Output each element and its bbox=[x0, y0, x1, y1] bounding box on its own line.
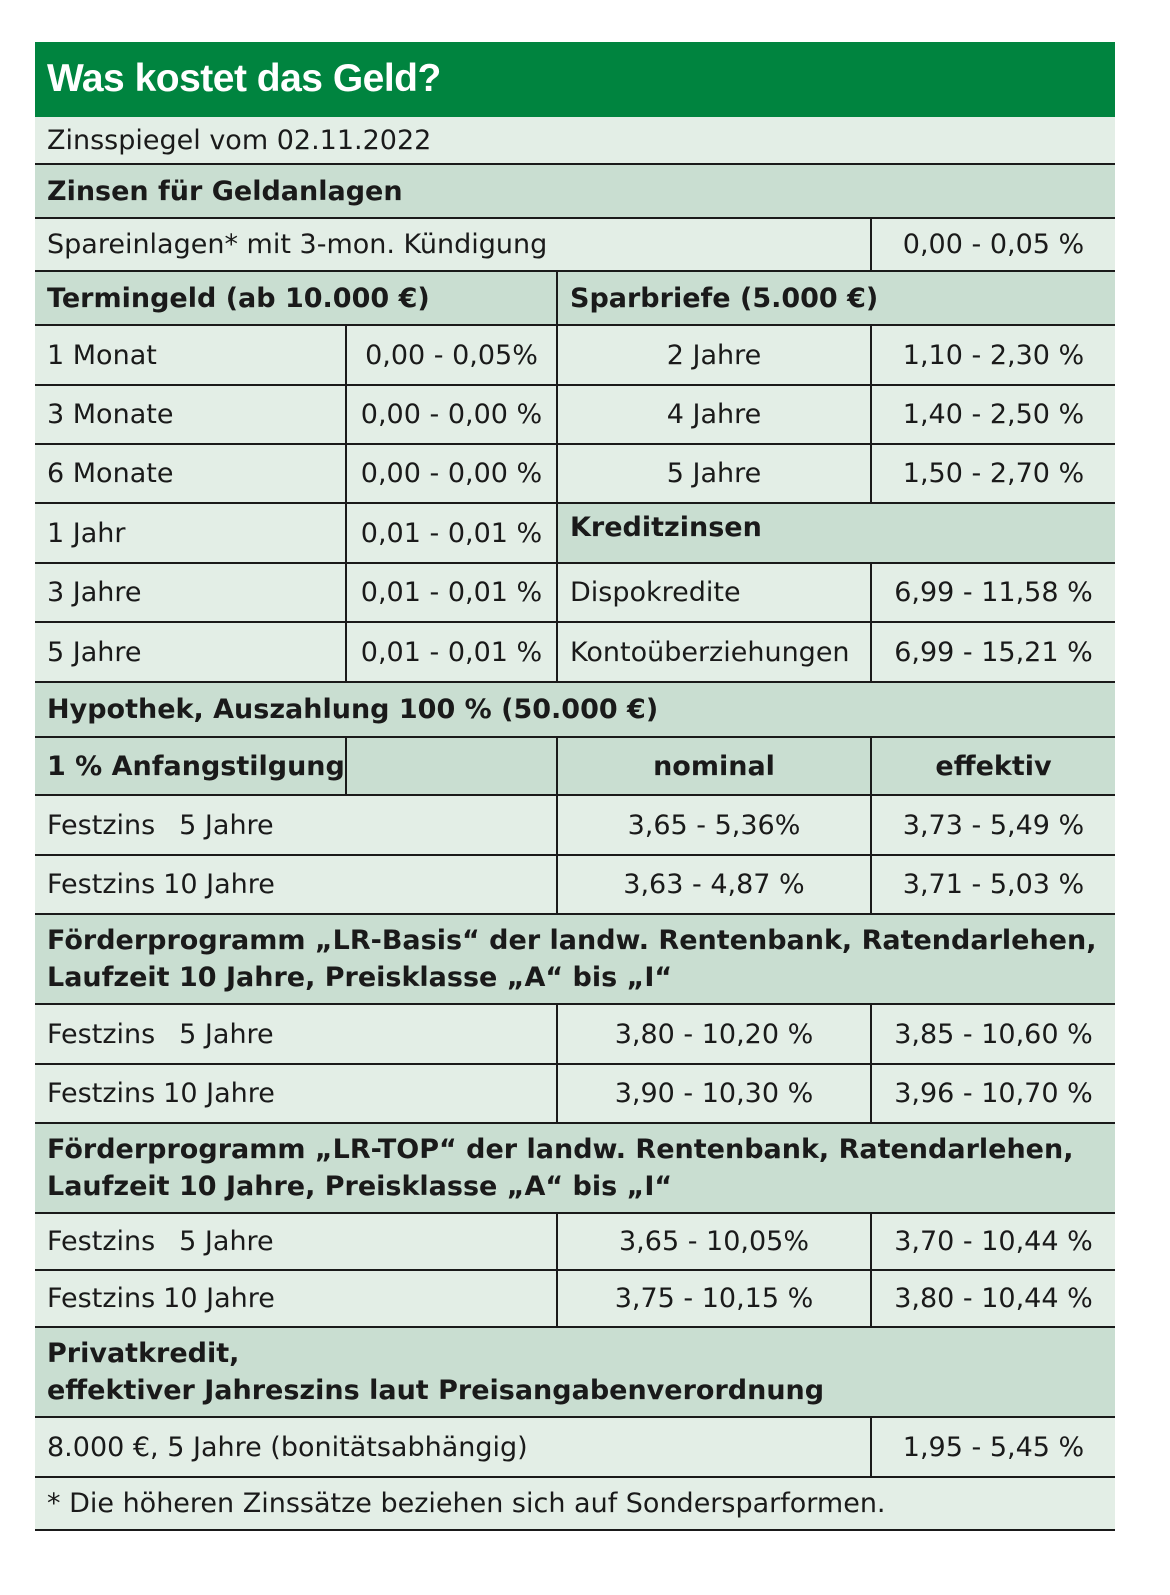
section-heading-lr-basis bbox=[35, 914, 1115, 1004]
label-term: 5 Jahre bbox=[179, 1018, 274, 1050]
date-line: Zinsspiegel vom 02.11.2022 bbox=[35, 117, 1115, 164]
table-row bbox=[35, 622, 1115, 682]
table-row bbox=[35, 444, 1115, 503]
sparbriefe-label: 2 Jahre bbox=[557, 325, 871, 385]
section-heading-lr-top bbox=[35, 1123, 1115, 1213]
page-title: Was kostet das Geld? bbox=[35, 42, 1115, 117]
effektiv-value: 3,80 - 10,44 % bbox=[871, 1270, 1115, 1327]
label-festzins: Festzins bbox=[47, 1078, 156, 1109]
termingeld-value: 0,00 - 0,00 % bbox=[346, 444, 557, 503]
table-row bbox=[35, 1270, 1115, 1327]
label-term: 5 Jahre bbox=[179, 1226, 274, 1257]
rates-table bbox=[35, 117, 1115, 1531]
column-header-nominal: nominal bbox=[557, 737, 871, 795]
section-heading-privatkredit bbox=[35, 1327, 1115, 1417]
table-row bbox=[35, 795, 1115, 855]
table-row bbox=[35, 1213, 1115, 1270]
section-heading-geldanlagen: Zinsen für Geldanlagen bbox=[35, 164, 1115, 218]
termingeld-value: 0,01 - 0,01 % bbox=[346, 563, 557, 622]
column-header-effektiv: effektiv bbox=[871, 737, 1115, 795]
nominal-value: 3,80 - 10,20 % bbox=[557, 1004, 871, 1064]
label-festzins: Festzins bbox=[47, 1226, 156, 1257]
sparbriefe-value: 1,40 - 2,50 % bbox=[871, 385, 1115, 444]
lr-basis-term-label bbox=[35, 1004, 557, 1064]
section-heading-row bbox=[35, 1123, 1115, 1213]
spareinlagen-value: 0,00 - 0,05 % bbox=[871, 218, 1115, 271]
kreditzinsen-label: Dispokredite bbox=[557, 563, 871, 622]
table-row bbox=[35, 218, 1115, 271]
hypothek-sub-label: 1 % Anfangstilgung bbox=[35, 737, 346, 795]
section-heading-row bbox=[35, 164, 1115, 218]
kreditzinsen-label: Kontoüberziehungen bbox=[557, 622, 871, 682]
effektiv-value: 3,85 - 10,60 % bbox=[871, 1004, 1115, 1064]
table-row bbox=[35, 503, 1115, 563]
label-term: 5 Jahre bbox=[179, 809, 274, 841]
section-heading-sparbriefe: Sparbriefe (5.000 €) bbox=[557, 271, 1115, 325]
nominal-value: 3,75 - 10,15 % bbox=[557, 1270, 871, 1327]
termingeld-label: 1 Monat bbox=[35, 325, 346, 385]
nominal-value: 3,65 - 10,05% bbox=[557, 1213, 871, 1270]
nominal-value: 3,63 - 4,87 % bbox=[557, 855, 871, 914]
termingeld-value: 0,00 - 0,05% bbox=[346, 325, 557, 385]
termingeld-value: 0,01 - 0,01 % bbox=[346, 622, 557, 682]
termingeld-label: 6 Monate bbox=[35, 444, 346, 503]
column-header-row bbox=[35, 737, 1115, 795]
heading-line: Förderprogramm „LR-TOP“ der landw. Rentenbank, Ratendarlehen, bbox=[47, 1134, 1074, 1165]
privatkredit-value: 1,95 - 5,45 % bbox=[871, 1417, 1115, 1477]
table-row bbox=[35, 1004, 1115, 1064]
effektiv-value: 3,71 - 5,03 % bbox=[871, 855, 1115, 914]
label-term: 10 Jahre bbox=[163, 869, 275, 900]
termingeld-value: 0,01 - 0,01 % bbox=[346, 503, 557, 563]
termingeld-label: 1 Jahr bbox=[35, 503, 346, 563]
label-term: 10 Jahre bbox=[163, 1078, 275, 1109]
table-row bbox=[35, 385, 1115, 444]
effektiv-value: 3,96 - 10,70 % bbox=[871, 1064, 1115, 1123]
sparbriefe-label: 5 Jahre bbox=[557, 444, 871, 503]
heading-line: effektiver Jahreszins laut Preisangabenverordnung bbox=[47, 1375, 825, 1406]
nominal-value: 3,90 - 10,30 % bbox=[557, 1064, 871, 1123]
termingeld-label: 3 Monate bbox=[35, 385, 346, 444]
table-row bbox=[35, 855, 1115, 914]
spareinlagen-label: Spareinlagen* mit 3-mon. Kündigung bbox=[35, 218, 871, 271]
interest-rate-table bbox=[35, 42, 1115, 1531]
privatkredit-label: 8.000 €, 5 Jahre (bonitätsabhängig) bbox=[35, 1417, 871, 1477]
heading-line: Laufzeit 10 Jahre, Preisklasse „A“ bis „I“ bbox=[47, 1171, 673, 1202]
heading-line: Privatkredit, bbox=[47, 1338, 240, 1369]
label-term: 10 Jahre bbox=[163, 1283, 275, 1314]
lr-top-term-label bbox=[35, 1213, 557, 1270]
empty-header-cell bbox=[346, 737, 557, 795]
effektiv-value: 3,70 - 10,44 % bbox=[871, 1213, 1115, 1270]
section-heading-termingeld: Termingeld (ab 10.000 €) bbox=[35, 271, 557, 325]
lr-top-term-label bbox=[35, 1270, 557, 1327]
termingeld-label: 3 Jahre bbox=[35, 563, 346, 622]
effektiv-value: 3,73 - 5,49 % bbox=[871, 795, 1115, 855]
hypothek-term-label bbox=[35, 795, 557, 855]
kreditzinsen-value: 6,99 - 11,58 % bbox=[871, 563, 1115, 622]
label-festzins: Festzins bbox=[47, 869, 156, 900]
label-festzins: Festzins bbox=[47, 1283, 156, 1314]
footnote: * Die höheren Zinssätze beziehen sich auf Sondersparformen. bbox=[35, 1477, 1115, 1530]
heading-line: Förderprogramm „LR-Basis“ der landw. Rentenbank, Ratendarlehen, bbox=[47, 925, 1097, 956]
table-row bbox=[35, 563, 1115, 622]
section-heading-row bbox=[35, 914, 1115, 1004]
table-row bbox=[35, 325, 1115, 385]
kreditzinsen-value: 6,99 - 15,21 % bbox=[871, 622, 1115, 682]
table-row bbox=[35, 1417, 1115, 1477]
lr-basis-term-label bbox=[35, 1064, 557, 1123]
heading-line: Laufzeit 10 Jahre, Preisklasse „A“ bis „I“ bbox=[47, 962, 673, 993]
label-festzins: Festzins bbox=[47, 1018, 156, 1050]
section-heading-row bbox=[35, 682, 1115, 737]
table-row bbox=[35, 1064, 1115, 1123]
section-heading-kreditzinsen: Kreditzinsen bbox=[557, 503, 1115, 563]
section-heading-hypothek: Hypothek, Auszahlung 100 % (50.000 €) bbox=[35, 682, 1115, 737]
nominal-value: 3,65 - 5,36% bbox=[557, 795, 871, 855]
termingeld-value: 0,00 - 0,00 % bbox=[346, 385, 557, 444]
label-festzins: Festzins bbox=[47, 809, 156, 841]
sparbriefe-value: 1,50 - 2,70 % bbox=[871, 444, 1115, 503]
date-row bbox=[35, 117, 1115, 164]
sparbriefe-value: 1,10 - 2,30 % bbox=[871, 325, 1115, 385]
section-heading-row bbox=[35, 271, 1115, 325]
section-heading-row bbox=[35, 1327, 1115, 1417]
hypothek-term-label bbox=[35, 855, 557, 914]
sparbriefe-label: 4 Jahre bbox=[557, 385, 871, 444]
termingeld-label: 5 Jahre bbox=[35, 622, 346, 682]
footnote-row bbox=[35, 1477, 1115, 1530]
